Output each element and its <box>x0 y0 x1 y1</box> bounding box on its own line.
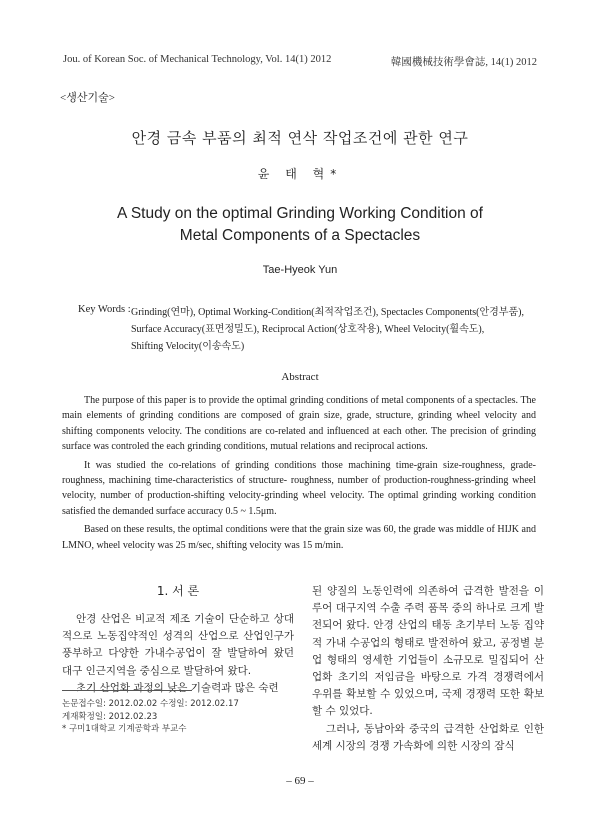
body-paragraph: 초기 산업화 과정의 낮은 기술력과 많은 숙련 <box>76 681 279 694</box>
title-english-line-2: Metal Components of a Spectacles <box>179 227 421 244</box>
abstract-paragraph-1: The purpose of this paper is to provide the optimal grinding conditions of metal components of a spectacles. The main elements of grinding conditions are composed of grain size, grade, structure, grinding wheel velocity and shifting components velocity. The conditions are co-related and influenced at each other. The precision of grinding surface was controled the each grinding conditions, mutual relations and reciprocal actions. <box>62 395 536 453</box>
keywords-line-2: Surface Accuracy(표면정밀도), Reciprocal Action(상호작용), Wheel Velocity(휠속도), <box>131 324 485 335</box>
body-paragraph: 된 양질의 노동인력에 의존하여 급격한 발전을 이루어 대구지역 수출 주력 품목 중의 하나로 크게 발전되어 왔다. 안경 산업의 태동 초기부터 노동 집약적 가내 수공업의 형태로 발전하여 왔고, 공정별 분업 형태의 영세한 기업들이 소규모로 밀집되어 산업화 초기의 저임금을 바탕으로 가격 경쟁력에서 우위를 확보할 수 있었으며, 국제 경쟁력 또한 확보할 수 있었다. <box>312 585 544 718</box>
section-heading-introduction: 1. 서 론 <box>156 584 200 598</box>
keywords-list <box>131 304 551 355</box>
journal-header-en: Jou. of Korean Soc. of Mechanical Technology, Vol. 14(1) 2012 <box>63 54 332 65</box>
author-korean: 윤 태 혁* <box>257 167 343 181</box>
footnotes <box>62 698 239 736</box>
page-number: – 69 – <box>286 775 314 787</box>
footnote-divider <box>62 690 192 691</box>
category-label: <생산기술> <box>60 92 115 104</box>
footnote-received: 논문접수일: 2012.02.02 수정일: 2012.02.17 <box>62 699 239 709</box>
footnote-affiliation: * 구미1대학교 기계공학과 부교수 <box>62 724 187 734</box>
keywords-line-1: Grinding(연마), Optimal Working-Condition(최적작업조건), Spectacles Components(안경부품), <box>131 307 524 318</box>
abstract-body <box>62 393 536 556</box>
body-column-left <box>62 583 294 697</box>
title-korean: 안경 금속 부품의 최적 연삭 작업조건에 관한 연구 <box>131 129 469 147</box>
body-paragraph: 그러나, 동남아와 중국의 급격한 산업화로 인한 세계 시장의 경쟁 가속화에 의한 시장의 잠식 <box>312 722 544 752</box>
abstract-paragraph-2: It was studied the co-relations of grinding conditions those machining time-grain size-roughness, grade-roughness, machining time-characteristics of structure- roughness, number of production-roughness-grinding wheel velocity, number of production-shifting velocity-grinding wheel velocity. The optimal grinding working condition satisfied the demanded surface accuracy 0.5 ~ 1.5μm. <box>62 459 536 517</box>
keywords-label: Key Words : <box>78 304 131 315</box>
abstract-paragraph-3: Based on these results, the optimal conditions were that the grain size was 60, the grade was middle of HIJK and LMNO, wheel velocity was 25 m/sec, shifting velocity was 15 m/min. <box>62 524 536 551</box>
body-column-right <box>312 583 544 755</box>
footnote-accepted: 게재확정일: 2012.02.23 <box>62 711 158 722</box>
author-english: Tae-Hyeok Yun <box>262 264 338 276</box>
title-english-line-1: A Study on the optimal Grinding Working Condition of <box>117 205 483 222</box>
title-english <box>0 203 600 247</box>
abstract-heading: Abstract <box>281 371 319 383</box>
body-paragraph: 안경 산업은 비교적 제조 기술이 단순하고 상대적으로 노동집약적인 성격의 산업으로 산업인구가 풍부하고 다양한 가내수공업이 잘 발달하여 왔던 대구 인근지역을 중심으로 발달하여 왔다. <box>62 613 294 677</box>
journal-header-hanja: 韓國機械技術學會誌, 14(1) 2012 <box>390 57 537 68</box>
keywords-line-3: Shifting Velocity(이송속도) <box>131 341 245 352</box>
